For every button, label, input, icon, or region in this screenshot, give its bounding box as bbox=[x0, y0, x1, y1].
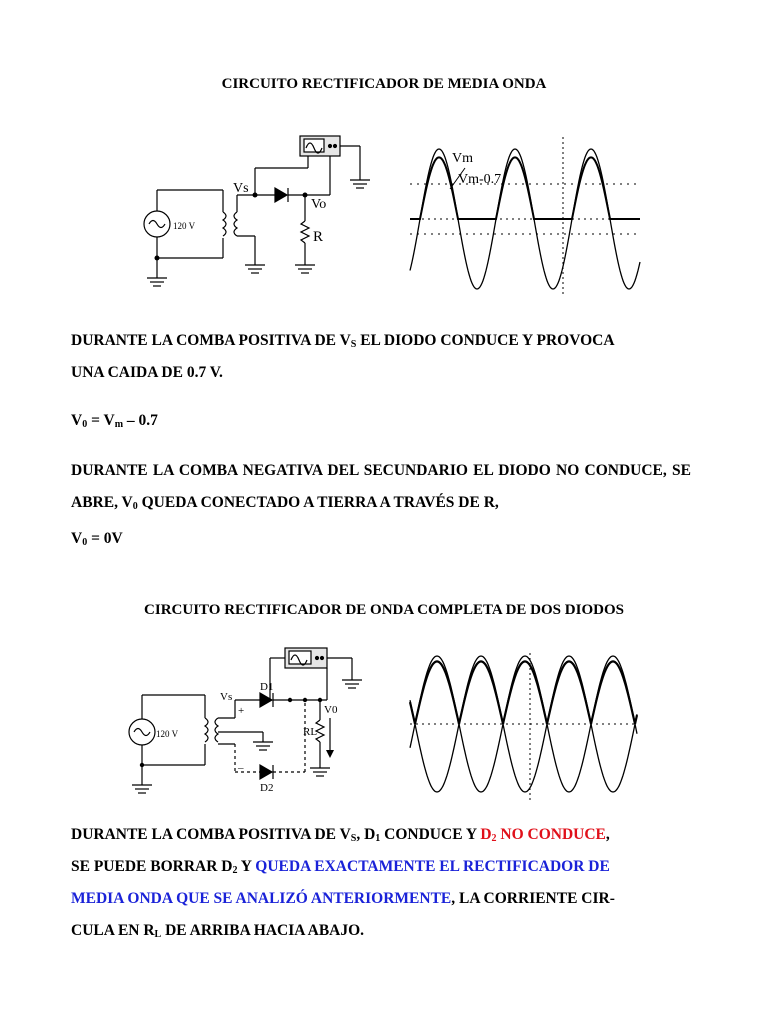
source-label-2: 120 V bbox=[156, 729, 179, 739]
paragraph-fullwave-line4: CULA EN $R_L$ DE ARRIBA HACIA ABAJO. bbox=[71, 922, 365, 940]
minus-label: – bbox=[238, 762, 244, 774]
vm-minus-label: Vm-0.7 bbox=[458, 172, 502, 187]
output-half-wave bbox=[410, 157, 640, 219]
vs-label: Vs bbox=[233, 181, 249, 196]
equation-vo: $V_0 = V_m - 0.7$ bbox=[71, 412, 158, 430]
plus-label: + bbox=[238, 705, 245, 717]
paragraph-negative-half: DURANTE LA COMBA NEGATIVA DEL SECUNDARIO EL DIODO NO CONDUCE, SE ABRE, $V_0$ QUEDA CONECTADO A TIERRA A TRAVÉS DE R, $V_0 = 0V$ bbox=[71, 462, 691, 548]
paragraph-fullwave-line1: DURANTE LA COMBA POSITIVA DE $V_S$, $D_1$ CONDUCE Y $D_2$ NO CONDUCE, bbox=[71, 826, 610, 844]
d1-label: D1 bbox=[260, 681, 274, 693]
full-wave-waveform bbox=[405, 648, 645, 808]
paragraph-fullwave-line2: SE PUEDE BORRAR $D_2$ Y QUEDA EXACTAMENTE EL RECTIFICADOR DE bbox=[71, 858, 610, 876]
section1-title: CIRCUITO RECTIFICADOR DE MEDIA ONDA bbox=[221, 76, 547, 92]
full-wave-circuit-diagram bbox=[120, 640, 380, 805]
vm-label: Vm bbox=[452, 151, 473, 166]
paragraph-positive-half-line1: DURANTE LA COMBA POSITIVA DE $V_S$ EL DIODO CONDUCE Y PROVOCA bbox=[71, 332, 615, 350]
vs-label-2: Vs bbox=[220, 691, 233, 703]
d2-no-conduce-highlight: $D_2$ NO CONDUCE bbox=[480, 826, 606, 844]
paragraph-fullwave-line3: MEDIA ONDA QUE SE ANALIZÓ ANTERIORMENTE, LA CORRIENTE CIR- bbox=[71, 890, 615, 907]
blue-highlight-1: QUEDA EXACTAMENTE EL RECTIFICADOR DE bbox=[255, 858, 610, 875]
half-wave-waveform bbox=[405, 132, 650, 302]
paragraph-positive-half-line2: UNA CAIDA DE 0.7 V. bbox=[71, 364, 223, 381]
section2-title: CIRCUITO RECTIFICADOR DE ONDA COMPLETA DE DOS DIODOS bbox=[144, 602, 624, 618]
d2-label: D2 bbox=[260, 782, 274, 794]
half-wave-circuit-diagram bbox=[135, 128, 380, 293]
blue-highlight-2: MEDIA ONDA QUE SE ANALIZÓ ANTERIORMENTE bbox=[71, 890, 452, 907]
rl-label: RL bbox=[303, 726, 318, 738]
source-label: 120 V bbox=[173, 221, 196, 231]
v0-label: V0 bbox=[324, 704, 338, 716]
vo-label: Vo bbox=[311, 197, 327, 212]
r-label: R bbox=[313, 229, 324, 245]
